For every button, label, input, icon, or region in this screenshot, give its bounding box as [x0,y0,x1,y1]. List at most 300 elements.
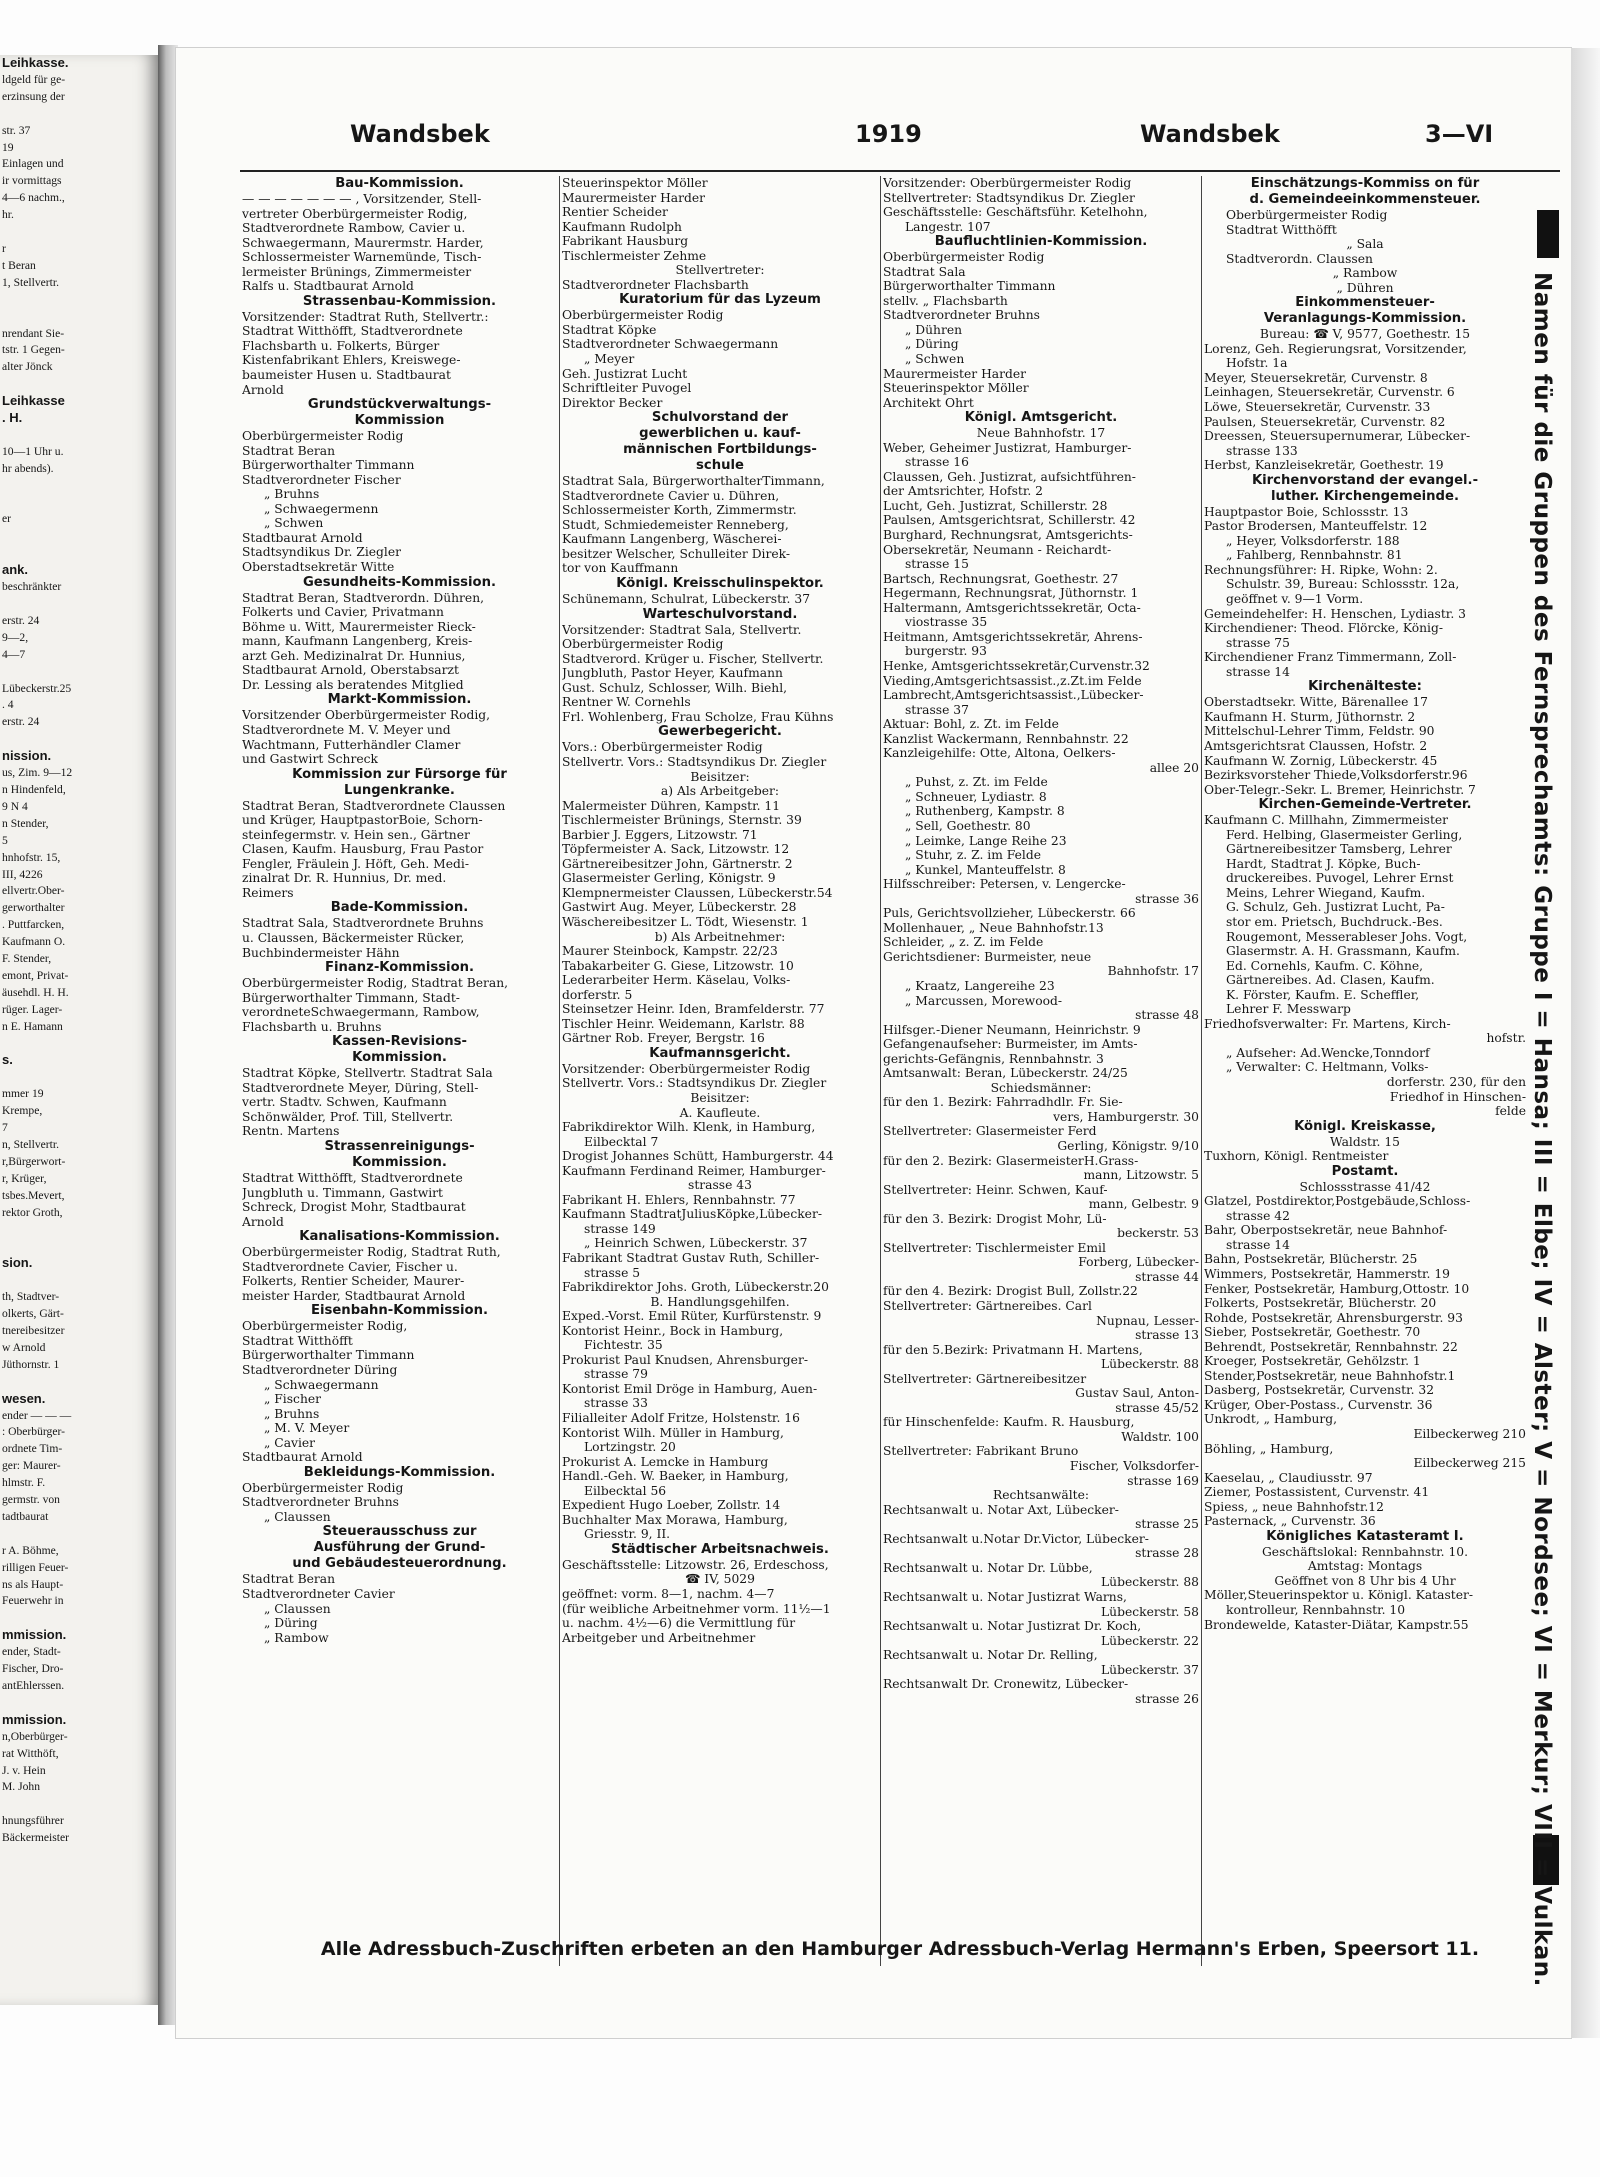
previous-page-line: Leihkasse. [2,55,69,70]
entry-line: Ferd. Helbing, Glasermeister Gerling, [1226,827,1463,842]
entry-line: Klempnermeister Claussen, Lübeckerstr.54 [562,885,833,900]
previous-page-line: n Hindenfeld, [2,782,66,796]
entry-line: Prokurist Paul Knudsen, Ahrensburger- [562,1352,808,1367]
entry-line: Rougemont, Messerableser Johs. Vogt, [1226,929,1468,944]
section-heading: Königl. Amtsgericht. [964,410,1118,426]
entry-line: besitzer Welscher, Schulleiter Direk- [562,546,791,561]
previous-page-line [0,545,158,562]
entry-line: Fichtestr. 35 [584,1338,663,1353]
entry-line: „ Heyer, Volksdorferstr. 188 [1226,533,1400,548]
entry-line: (für weibliche Arbeitnehmer vorm. 11½—1 [562,1601,831,1616]
entry-line: für Hinschenfelde: Kaufm. R. Hausburg, [883,1415,1135,1430]
entry-line: b) Als Arbeitnehmer: [654,929,786,944]
entry-line: Oberbürgermeister Rodig, Stadtrat Ruth, [242,1245,501,1260]
entry-line: Folkerts und Cavier, Privatmann [242,605,444,620]
entry-line: Tischler Heinr. Weidemann, Karlstr. 88 [562,1016,805,1031]
entry-line: Eilbecktal 7 [584,1134,659,1149]
entry-line: Vorsitzender Oberbürgermeister Rodig, [242,708,491,723]
previous-page-line: 4—6 nachm., [2,191,65,205]
entry-line: Amtsanwalt: Beran, Lübeckerstr. 24/25 [883,1066,1128,1081]
entry-line: Malermeister Dühren, Kampstr. 11 [562,798,781,813]
entry-line: Kaufmann C. Millhahn, Zimmermeister [1204,813,1449,828]
section-heading: und Gebäudesteuerordnung. [292,1556,507,1572]
entry-line: Stadtrat Sala, BürgerworthalterTimmann, [562,474,825,489]
entry-line: strasse 33 [584,1396,648,1411]
previous-page-line: äusehdl. H. H. [2,985,69,999]
previous-page-line [0,1695,158,1712]
entry-line: Stadtverordneter Fischer [242,472,401,487]
entry-line: Stadtrat Köpke [562,322,657,337]
entry-line: Amtstag: Montags [1307,1559,1423,1574]
entry-line: Unkrodt, „ Hamburg, [1204,1412,1338,1427]
entry-line: Oberbürgermeister Rodig [562,637,724,652]
entry-line: geöffnet: vorm. 8—1, nachm. 4—7 [562,1587,775,1602]
entry-line: „ Stuhr, z. Z. im Felde [905,848,1041,863]
entry-line: Schulstr. 39, Bureau: Schlossstr. 12a, [1226,577,1460,592]
entry-line: Stadtbaurat Arnold, Oberstabsarzt [242,663,459,678]
entry-line: Stadtverordneter Cavier [242,1587,395,1602]
previous-page-line: : Oberbürger- [2,1425,65,1439]
previous-page-line: th, Stadtver- [2,1290,60,1304]
entry-line: Geöffnet von 8 Uhr bis 4 Uhr [1274,1573,1456,1588]
entry-line: für den 5.Bezirk: Privatmann H. Martens, [883,1342,1143,1357]
entry-line: Bürgerworthalter Timmann [242,1348,415,1363]
column-1 [242,176,557,1976]
entry-line: Stellvertreter: Stadtsyndikus Dr. Ziegler [883,190,1135,205]
entry-line: strasse 43 [688,1178,752,1193]
entry-line: Rechtsanwalt Dr. Cronewitz, Lübecker- [883,1677,1129,1692]
previous-page-line: ender, Stadt- [2,1645,61,1659]
previous-page-line [0,1374,158,1391]
entry-line: Herbst, Kanzleisekretär, Goethestr. 19 [1204,458,1444,473]
entry-line: strasse 15 [905,557,969,572]
section-heading: Ausführung der Grund- [313,1540,486,1556]
entry-line: Gemeindehelfer: H. Henschen, Lydiastr. 3 [1204,606,1466,621]
previous-page-line: tadtbaurat [2,1509,49,1523]
entry-line: Rentner W. Cornehls [562,695,691,710]
entry-line: mann, Litzowstr. 5 [1083,1168,1199,1183]
entry-line: Oberbürgermeister Rodig, [242,1319,408,1334]
entry-line: „ Sala [1346,237,1384,252]
entry-line: dorferstr. 230, für den [1386,1074,1526,1089]
entry-line: „ Dühren [1336,280,1394,295]
previous-page-line: 5 [2,833,8,847]
section-heading: Kassen-Revisions- [332,1034,467,1050]
previous-page-line [0,1796,158,1813]
page-right-margin [1571,48,1600,2038]
entry-line: Fabrikdirektor Wilh. Klenk, in Hamburg, [562,1120,816,1135]
entry-line: Lambrecht,Amtsgerichtsassist.,Lübecker- [883,688,1144,703]
entry-line: strasse 28 [1135,1546,1199,1561]
previous-page-line: 9—2, [2,630,29,644]
entry-line: Maurer Steinbock, Kampstr. 22/23 [562,944,778,959]
section-heading: Kommission. [352,1154,447,1170]
entry-line: Paulsen, Amtsgerichtsrat, Schillerstr. 42 [883,513,1136,528]
entry-line: arzt Geh. Medizinalrat Dr. Hunnius, [242,648,466,663]
previous-page-line [0,495,158,512]
entry-line: vertreter Oberbürgermeister Rodig, [242,206,468,221]
entry-line: Fischer, Volksdorfer- [1069,1459,1199,1474]
entry-line: Claussen, Geh. Justizrat, aufsichtführen- [883,469,1136,484]
entry-line: Stadtrat Beran, Stadtverordn. Dühren, [242,590,485,605]
entry-line: strasse 45/52 [1115,1400,1199,1415]
entry-line: burgerstr. 93 [905,644,987,659]
section-heading: Einschätzungs-Kommiss on für [1250,176,1480,191]
entry-line: hofstr. [1486,1031,1526,1046]
entry-line: Kirchendiener: Theod. Flörcke, König- [1204,621,1444,636]
section-heading: Kirchenälteste: [1308,679,1422,695]
previous-page-line [0,1610,158,1627]
entry-line: Gärtnereibesitzer Tamsberg, Lehrer [1226,842,1452,857]
previous-page-line: Lübeckerstr.25 [2,681,72,695]
entry-line: Stadtrat Witthöfft, Stadtverordnete [242,1170,463,1185]
entry-line: Kanzlist Wackermann, Rennbahnstr. 22 [883,731,1129,746]
previous-page-line: emont, Privat- [2,968,69,982]
previous-page-line: erstr. 24 [2,715,40,729]
entry-line: strasse 44 [1135,1269,1199,1284]
previous-page-line [0,1222,158,1239]
entry-line: Stadtverordneter Bruhns [883,308,1040,323]
previous-page-line [0,664,158,681]
entry-line: Schriftleiter Puvogel [562,381,692,396]
entry-line: Schleider, „ z. Z. im Felde [883,935,1044,950]
section-heading: Kommission [354,413,445,429]
entry-line: Buchbindermeister Hähn [242,945,400,960]
previous-page-line: tnereibesitzer [2,1323,65,1337]
entry-line: Fabrikant Hausburg [562,234,689,249]
entry-line: Maurermeister Harder [883,366,1027,381]
entry-line: Ed. Cornehls, Kaufm. C. Köhne, [1226,958,1424,973]
section-heading: Eisenbahn-Kommission. [310,1303,489,1319]
entry-line: Bürgerworthalter Timmann [242,458,415,473]
entry-line: Behrendt, Postsekretär, Rennbahnstr. 22 [1204,1339,1458,1354]
entry-line: mann, Gelbestr. 9 [1088,1197,1199,1212]
entry-line: Stadtverordnete Rambow, Cavier u. [242,221,466,236]
entry-line: Stadtrat Köpke, Stellvertr. Stadtrat Sala [242,1066,493,1081]
entry-line: Oberbürgermeister Rodig [1226,208,1388,222]
entry-line: Stadtrat Witthöfft [1226,222,1337,237]
entry-line: Geschäftsstelle: Litzowstr. 26, Erdeschoss, [562,1557,829,1572]
entry-line: Architekt Ohrt [883,395,974,410]
entry-line: Gustav Saul, Anton- [1075,1386,1199,1401]
entry-line: Direktor Becker [562,395,663,410]
previous-page-line: hnhofstr. 15, [2,850,61,864]
hand-pointer-icon [1537,210,1559,258]
entry-line: Rechtsanwalt u. Notar Justizrat Dr. Koch, [883,1619,1142,1634]
entry-line: Studt, Schmiedemeister Renneberg, [562,517,789,532]
entry-line: viostrasse 35 [905,615,988,630]
entry-line: Wimmers, Postsekretär, Hammerstr. 19 [1204,1267,1450,1281]
entry-line: Waldstr. 100 [1121,1429,1199,1444]
entry-line: „ Meyer [584,352,635,367]
entry-line: Gastwirt Aug. Meyer, Lübeckerstr. 28 [562,900,797,915]
entry-line: Lübeckerstr. 37 [1101,1662,1199,1677]
entry-line: Bahr, Oberpostsekretär, neue Bahnhof- [1204,1223,1448,1238]
entry-line: Frl. Wohlenberg, Frau Scholze, Frau Kühns [562,709,834,724]
entry-line: „ Puhst, z. Zt. im Felde [905,775,1048,790]
column-3 [883,176,1199,1976]
previous-page-line: hlmstr. F. [2,1476,46,1490]
entry-line: A. Kaufleute. [679,1105,761,1120]
previous-page-line: ldgeld für ge- [2,72,66,86]
entry-line: „ Düring [264,1616,318,1631]
entry-line: Gärtner Rob. Freyer, Bergstr. 16 [562,1031,765,1046]
entry-line: Ziemer, Postassistent, Curvenstr. 41 [1204,1485,1430,1500]
previous-page-line: us, Zim. 9—12 [2,766,73,780]
entry-line: „ Bruhns [264,487,320,502]
section-heading: Kommission zur Fürsorge für [292,766,507,782]
entry-line: Oberbürgermeister Rodig, Stadtrat Beran, [242,976,509,991]
entry-line: Buchhalter Max Morawa, Hamburg, [562,1512,788,1527]
entry-line: Ober-Telegr.-Sekr. L. Bremer, Heinrichstr. 7 [1204,782,1476,797]
entry-line: strasse 133 [1226,443,1298,458]
entry-line: baumeister Husen u. Stadtbaurat [242,368,451,383]
entry-line: Lortzingstr. 20 [584,1440,676,1455]
entry-line: Hofstr. 1a [1226,356,1288,371]
column-divider [880,176,881,1966]
section-heading: Kuratorium für das Lyzeum [619,292,821,308]
entry-line: Hilfsger.-Diener Neumann, Heinrichstr. 9 [883,1022,1141,1037]
entry-line: Glasermstr. A. H. Grassmann, Kaufm. [1226,944,1460,959]
section-heading: Kommission. [352,1050,447,1066]
entry-line: Oberbürgermeister Rodig [562,308,724,323]
entry-line: tor von Kauffmann [562,561,679,576]
entry-line: Lorenz, Geh. Regierungsrat, Vorsitzender, [1204,341,1467,356]
entry-line: meister Harder, Stadtbaurat Arnold [242,1288,466,1303]
previous-page-line: Feuerwehr in [2,1594,64,1608]
previous-page-line: ellvertr.Ober- [2,884,65,898]
previous-page-line: Bäckermeister [2,1831,69,1845]
previous-page-line: 9 N 4 [2,799,28,813]
previous-page-line: ns als Haupt- [2,1577,64,1591]
section-heading: gewerblichen u. kauf- [639,426,801,442]
entry-line: Stadtverordnete Cavier u. Dühren, [562,488,780,503]
entry-line: Stadtrat Beran, Stadtverordnete Claussen [242,798,506,813]
entry-line: Dasberg, Postsekretär, Curvenstr. 32 [1204,1383,1435,1398]
entry-line: Stadtrat Beran [242,1572,336,1587]
previous-page-line: t Beran [2,258,36,272]
previous-page-line: r A. Böhme, [2,1543,59,1557]
entry-line: Gust. Schulz, Schlosser, Wilh. Biehl, [562,680,788,695]
entry-line: „ Düring [905,337,959,352]
entry-line: B. Handlungsgehilfen. [650,1294,790,1309]
previous-page-line: 4—7 [2,647,26,661]
entry-line: Hilfsschreiber: Petersen, v. Lengercke- [883,877,1126,892]
entry-line: Lübeckerstr. 22 [1101,1633,1199,1648]
entry-line: Gerling, Königstr. 9/10 [1057,1139,1199,1153]
section-heading: Strassenreinigungs- [324,1138,475,1154]
previous-page-line: erzinsung der [2,89,65,103]
entry-line: Friedhofsverwalter: Fr. Martens, Kirch- [1204,1016,1451,1031]
entry-line: Lübeckerstr. 58 [1101,1604,1199,1619]
entry-line: Stadtverordnete M. V. Meyer und [242,722,451,737]
previous-page-line [0,1238,158,1255]
entry-line: für den 4. Bezirk: Drogist Bull, Zollstr.22 [883,1284,1138,1299]
entry-line: Prokurist A. Lemcke in Hamburg [562,1454,769,1469]
entry-line: „ Fahlberg, Rennbahnstr. 81 [1226,548,1403,563]
entry-line: Gerichtsdiener: Burmeister, neue [883,949,1092,964]
previous-page-line: 19 [2,140,14,154]
entry-line: Flachsbarth u. Folkerts, Bürger [242,338,440,353]
entry-line: Schlossermeister Korth, Zimmermstr. [562,503,797,518]
entry-line: Burghard, Rechnungsrat, Amtsgerichts- [883,528,1133,543]
section-heading: Schulvorstand der [651,410,789,426]
previous-page-line: nrendant Sie- [2,326,65,340]
entry-line: Eilbecktal 56 [584,1483,667,1498]
section-heading: Bade-Kommission. [330,900,469,916]
entry-line: Schiedsmänner: [990,1080,1092,1095]
entry-line: Bahnhofstr. 17 [1107,964,1199,979]
entry-line: Stellvertreter: Fabrikant Bruno [883,1444,1079,1459]
entry-line: u. Claussen, Bäckermeister Rücker, [242,930,465,945]
entry-line: Rentn. Martens [242,1124,340,1139]
entry-line: Kaufmann StadtratJuliusKöpke,Lübecker- [562,1207,822,1222]
previous-page-line [0,427,158,444]
entry-line: Flachsbarth u. Bruhns [242,1019,382,1034]
entry-line: Beisitzer: [690,769,750,784]
entry-line: Rechtsanwalt u. Notar Dr. Relling, [883,1648,1098,1663]
entry-line: strasse 13 [1135,1328,1199,1343]
entry-line: Stellvertreter: Gärtnereibesitzer [883,1371,1087,1386]
previous-page-line: r [2,241,6,255]
entry-line: „ Kunkel, Manteuffelstr. 8 [905,862,1066,877]
entry-line: Hardt, Stadtrat J. Köpke, Buch- [1226,856,1421,871]
section-heading: Strassenbau-Kommission. [302,293,497,309]
section-heading: Städtischer Arbeitsnachweis. [611,1541,829,1557]
entry-line: Fabrikant Stadtrat Gustav Ruth, Schiller- [562,1251,820,1265]
entry-line: Arnold [242,382,284,397]
entry-line: Wäschereibesitzer L. Tödt, Wiesenstr. 1 [562,914,809,929]
entry-line: Reimers [242,885,294,900]
entry-line: Drogist Johannes Schütt, Hamburgerstr. 44 [562,1149,834,1164]
previous-page-line: n Stender, [2,816,49,830]
previous-page-line: mmission. [2,1711,67,1727]
entry-line: Wachtmann, Futterhändler Clamer [242,737,461,752]
entry-line: Steinsetzer Heinr. Iden, Bramfelderstr. 77 [562,1002,825,1017]
section-heading: männischen Fortbildungs- [623,442,817,458]
entry-line: Rechtsanwalt u. Notar Dr. Lübbe, [883,1560,1093,1575]
entry-line: Böhme u. Witt, Maurermeister Rieck- [242,619,476,634]
entry-line: Dr. Lessing als beratendes Mitglied [242,677,464,692]
entry-line: „ Verwalter: C. Heltmann, Volks- [1226,1060,1429,1075]
entry-line: strasse 79 [584,1367,648,1382]
previous-page-line: alter Jönck [2,360,53,374]
entry-line: Hauptpastor Boie, Schlossstr. 13 [1204,504,1409,519]
section-heading: Markt-Kommission. [327,692,472,708]
section-heading: Veranlagungs-Kommission. [1263,311,1467,327]
entry-line: Beisitzer: [690,1090,750,1105]
entry-line: Kontorist Emil Dröge in Hamburg, Auen- [562,1381,818,1396]
entry-line: Stadtverordn. Claussen [1226,251,1373,266]
entry-line: Gärtnereibesitzer John, Gärtnerstr. 2 [562,856,793,871]
entry-line: Rechtsanwälte: [993,1488,1089,1503]
entry-line: „ Kraatz, Langereihe 23 [905,978,1055,993]
entry-line: Stellvertreter: Glasermeister Ferd [883,1124,1097,1139]
previous-page-line: rüger. Lager- [2,1002,63,1016]
entry-line: Oberbürgermeister Rodig [883,250,1045,265]
entry-line: Amtsgerichtsrat Claussen, Hofstr. 2 [1204,738,1428,753]
entry-line: Böhling, „ Hamburg, [1204,1441,1334,1456]
entry-line: Griesstr. 9, II. [584,1527,671,1542]
entry-line: Glasermeister Gerling, Königstr. 9 [562,871,776,886]
entry-line: „ M. V. Meyer [264,1421,350,1436]
entry-line: Kontorist Heinr., Bock in Hamburg, [562,1323,784,1338]
page-header [350,120,1570,154]
previous-page-line: 1, Stellvertr. [2,275,59,289]
entry-line: Clasen, Kaufm. Hausburg, Frau Pastor [242,842,484,857]
entry-line: Ralfs u. Stadtbaurat Arnold [242,279,414,294]
section-heading: Steuerausschuss zur [322,1524,477,1540]
previous-page-line: beschränkter [2,580,62,594]
entry-line: strasse 14 [1226,1237,1290,1252]
column-2 [562,176,878,1976]
entry-line: Stadtverord. Krüger u. Fischer, Stellvertr. [562,651,824,666]
entry-line: Langestr. 107 [905,219,991,234]
entry-line: Lederarbeiter Herm. Käselau, Volks- [562,973,791,988]
entry-line: Vorsitzender: Oberbürgermeister Rodig [883,176,1132,190]
entry-line: Schlossermeister Warnemünde, Tisch- [242,250,482,265]
entry-line: kontrolleur, Rennbahnstr. 10 [1226,1603,1406,1618]
entry-line: Stadtrat Sala [883,264,966,279]
previous-page-line: . 4 [2,698,14,712]
previous-page-line: Kaufmann O. [2,935,66,949]
entry-line: Lucht, Geh. Justizrat, Schillerstr. 28 [883,498,1108,513]
entry-line: Steuerinspektor Möller [562,176,708,190]
previous-page-line [0,478,158,495]
previous-page-line: nission. [2,748,52,764]
entry-line: Jungbluth, Pastor Heyer, Kaufmann [562,666,783,681]
section-heading: Baufluchtlinien-Kommission. [934,234,1148,250]
entry-line: Stadtsyndikus Dr. Ziegler [242,545,402,560]
entry-line: Obersekretär, Neumann - Reichardt- [883,542,1112,557]
entry-line: strasse 37 [905,702,969,717]
entry-line: Kroeger, Postsekretär, Gehölzstr. 1 [1204,1354,1421,1369]
entry-line: Stellvertr. Vors.: Stadtsyndikus Dr. Ziegler [562,754,827,769]
entry-line: Sieber, Postsekretär, Goethestr. 70 [1204,1325,1421,1340]
entry-line: „ Schwaegermenn [264,501,379,516]
previous-page-line: hr abends). [2,461,54,475]
entry-line: Friedhof in Hinschen- [1389,1089,1526,1104]
entry-line: Arnold [242,1214,284,1229]
entry-line: Bartsch, Rechnungsrat, Goethestr. 27 [883,571,1119,586]
entry-line: Fabrikant H. Ehlers, Rennbahnstr. 77 [562,1192,796,1207]
entry-line: Jungbluth u. Timmann, Gastwirt [242,1185,444,1200]
entry-line: Kaufmann W. Zornig, Lübeckerstr. 45 [1204,753,1438,768]
entry-line: strasse 169 [1127,1473,1199,1488]
entry-line: Fengler, Fräulein J. Höft, Geh. Medi- [242,856,470,871]
previous-page-line [0,106,158,123]
entry-line: „ Leimke, Lange Reihe 23 [905,833,1067,848]
entry-line: Rechtsanwalt u. Notar Axt, Lübecker- [883,1502,1119,1517]
previous-page-line: olkerts, Gärt- [2,1307,64,1321]
entry-line: Heitmann, Amtsgerichtssekretär, Ahrens- [883,629,1143,644]
entry-line: Bureau: ☎ V, 9577, Goethestr. 15 [1259,327,1471,342]
entry-line: vers, Hamburgerstr. 30 [1053,1109,1199,1124]
previous-page-line: germstr. von [2,1493,60,1507]
entry-line: Spiess, „ neue Bahnhofstr.12 [1204,1499,1384,1514]
entry-line: Kaeselau, „ Claudiusstr. 97 [1204,1470,1373,1485]
entry-line: Bezirksvorsteher Thiede,Volksdorferstr.96 [1204,768,1468,783]
entry-line: Pasternack, „ Curvenstr. 36 [1204,1514,1376,1529]
entry-line: „ Marcussen, Morewood- [905,993,1063,1008]
entry-line: Oberstadtsekretär Witte [242,560,395,575]
previous-page-line: M. John [2,1780,41,1794]
entry-line: Kirchendiener Franz Timmermann, Zoll- [1204,650,1457,665]
entry-line: „ Fischer [264,1392,322,1407]
entry-line: strasse 75 [1226,635,1290,650]
entry-line: Tabakarbeiter G. Giese, Litzowstr. 10 [562,958,794,973]
column-4 [1204,176,1526,1976]
